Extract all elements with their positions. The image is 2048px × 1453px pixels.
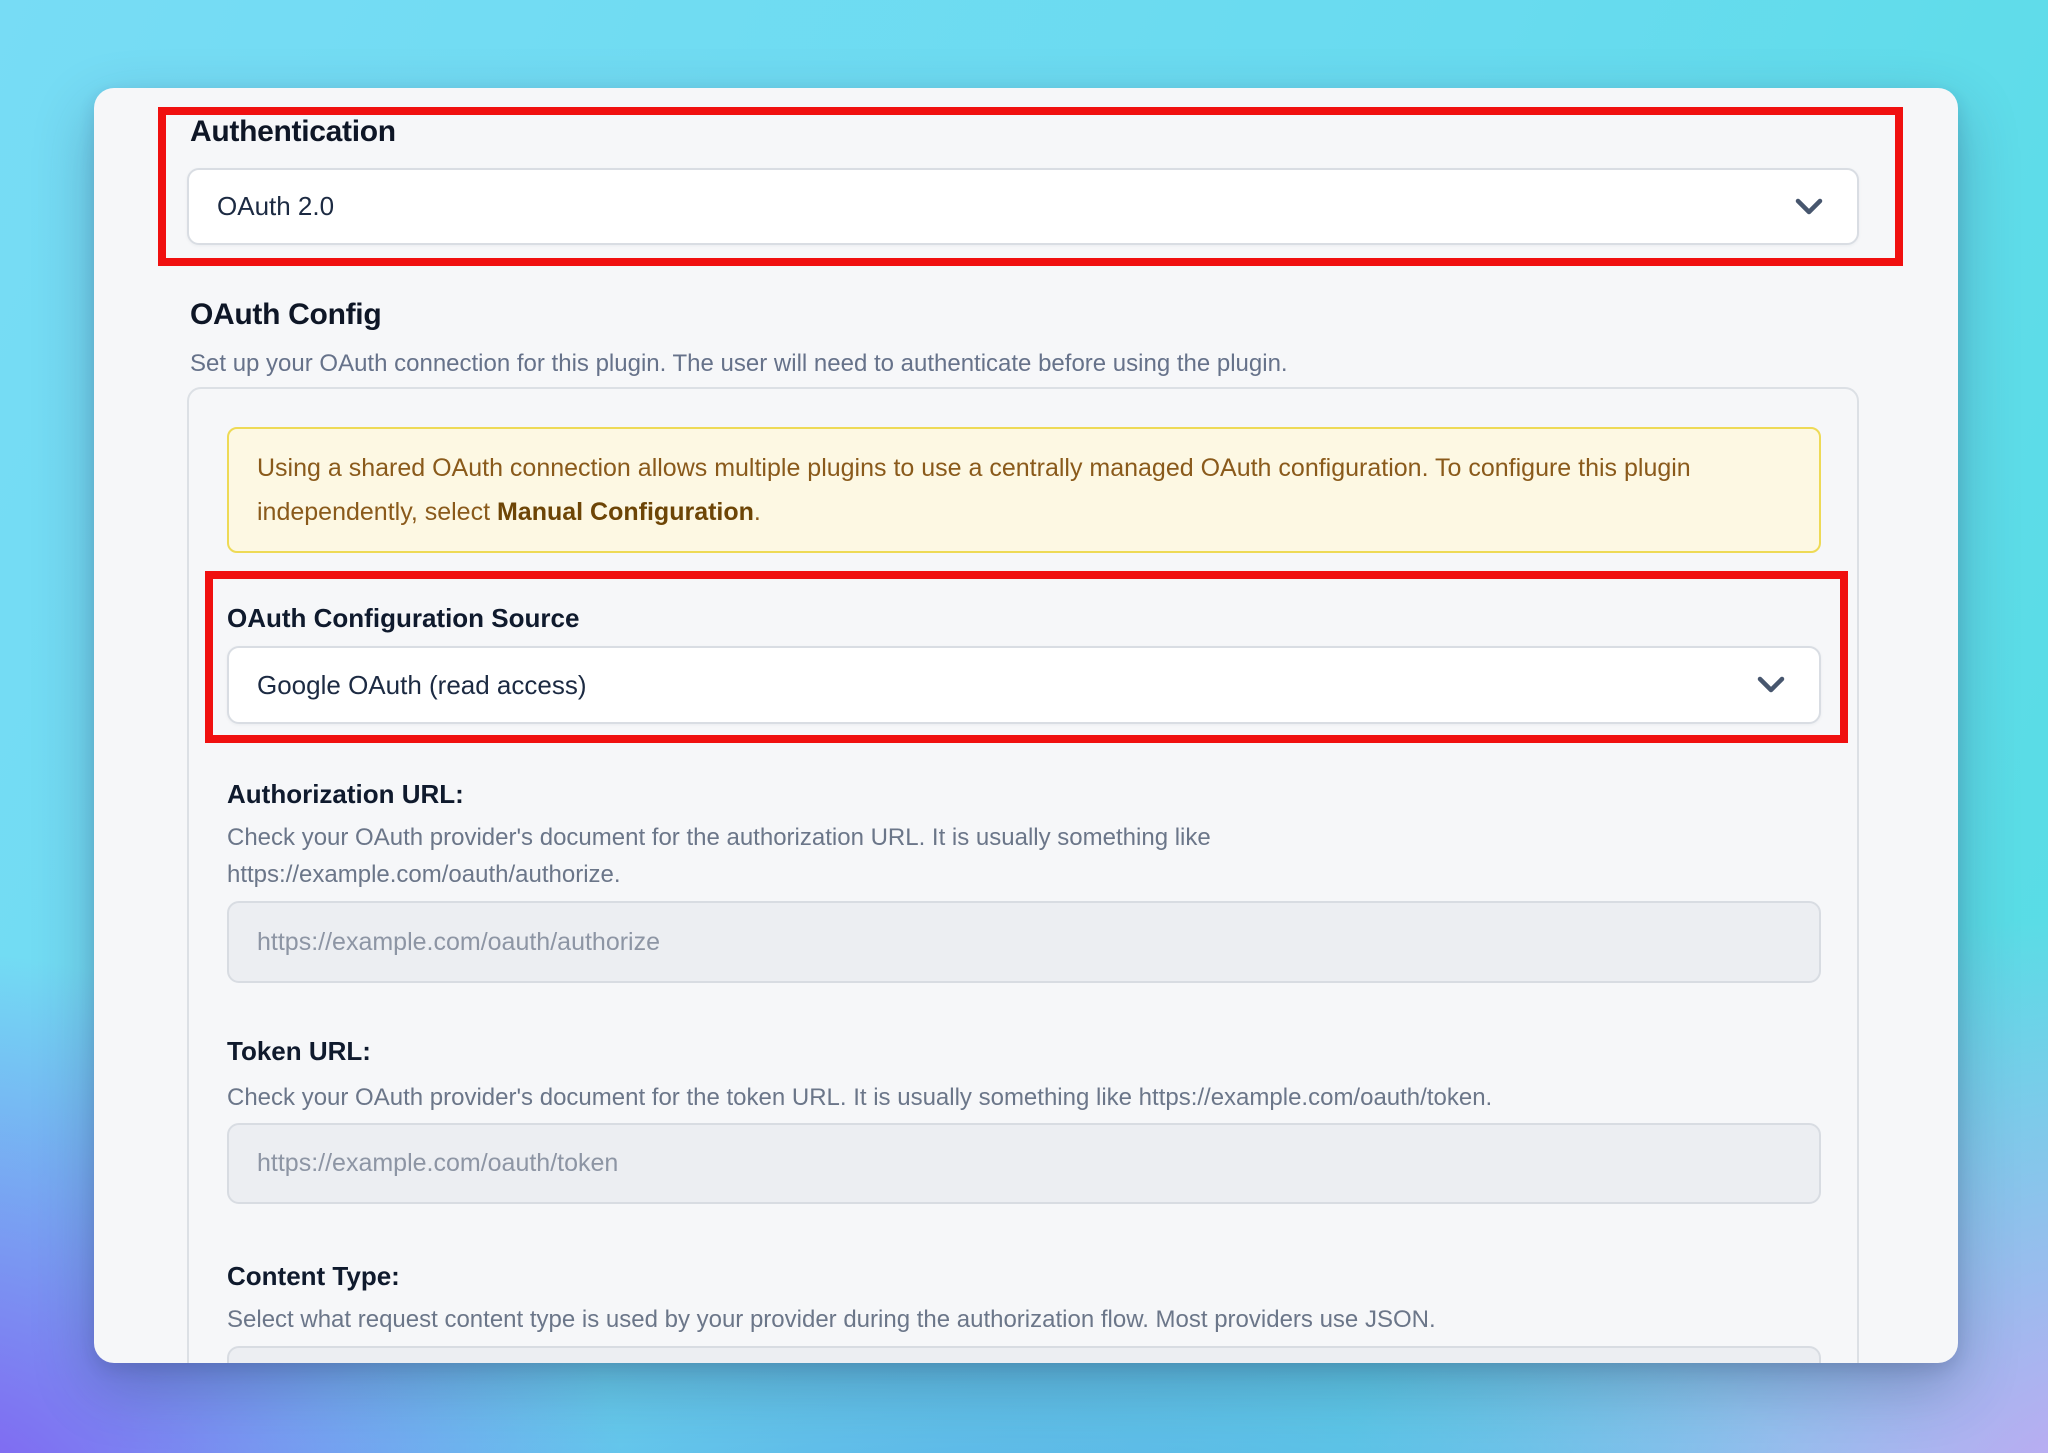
oauth-source-label: OAuth Configuration Source (227, 603, 580, 633)
oauth-source-select[interactable] (227, 646, 1821, 724)
token-url-label: Token URL: (227, 1036, 371, 1066)
authentication-select-value: OAuth 2.0 (217, 191, 335, 221)
shared-oauth-alert (227, 427, 1821, 553)
authorization-url-description: Check your OAuth provider's document for the authorization URL. It is usually something like https://example.com/oauth/authorize. (227, 824, 1211, 888)
oauth-config-description: Set up your OAuth connection for this plugin. The user will need to authenticate before using the plugin. (190, 350, 1288, 377)
authorization-url-label: Authorization URL: (227, 779, 464, 809)
alert-text-suffix: . (753, 498, 761, 526)
chevron-down-icon (1795, 198, 1823, 216)
alert-text: Using a shared OAuth connection allows multiple plugins to use a centrally managed OAuth configuration. To configure this plugin independently, select (257, 454, 1691, 526)
card-content (94, 115, 1958, 1363)
plugin-config-card (94, 88, 1958, 1363)
oauth-source-select-value: Google OAuth (read access) (257, 669, 587, 700)
authentication-heading: Authentication (190, 115, 396, 148)
content-type-select[interactable] (227, 1346, 1821, 1363)
authorization-url-input[interactable] (227, 901, 1821, 983)
content-type-description: Select what request content type is used by your provider during the authorization flow. Most providers use JSON. (227, 1306, 1436, 1333)
chevron-down-icon (1757, 676, 1785, 694)
content-type-label: Content Type: (227, 1261, 400, 1291)
alert-bold-text: Manual Configuration (496, 498, 754, 526)
token-url-description: Check your OAuth provider's document for the token URL. It is usually something like https://example.com/oauth/token. (227, 1084, 1493, 1111)
oauth-config-panel (187, 387, 1859, 1363)
oauth-config-heading: OAuth Config (190, 298, 382, 331)
authentication-select[interactable] (187, 168, 1859, 245)
token-url-input[interactable] (227, 1123, 1821, 1204)
